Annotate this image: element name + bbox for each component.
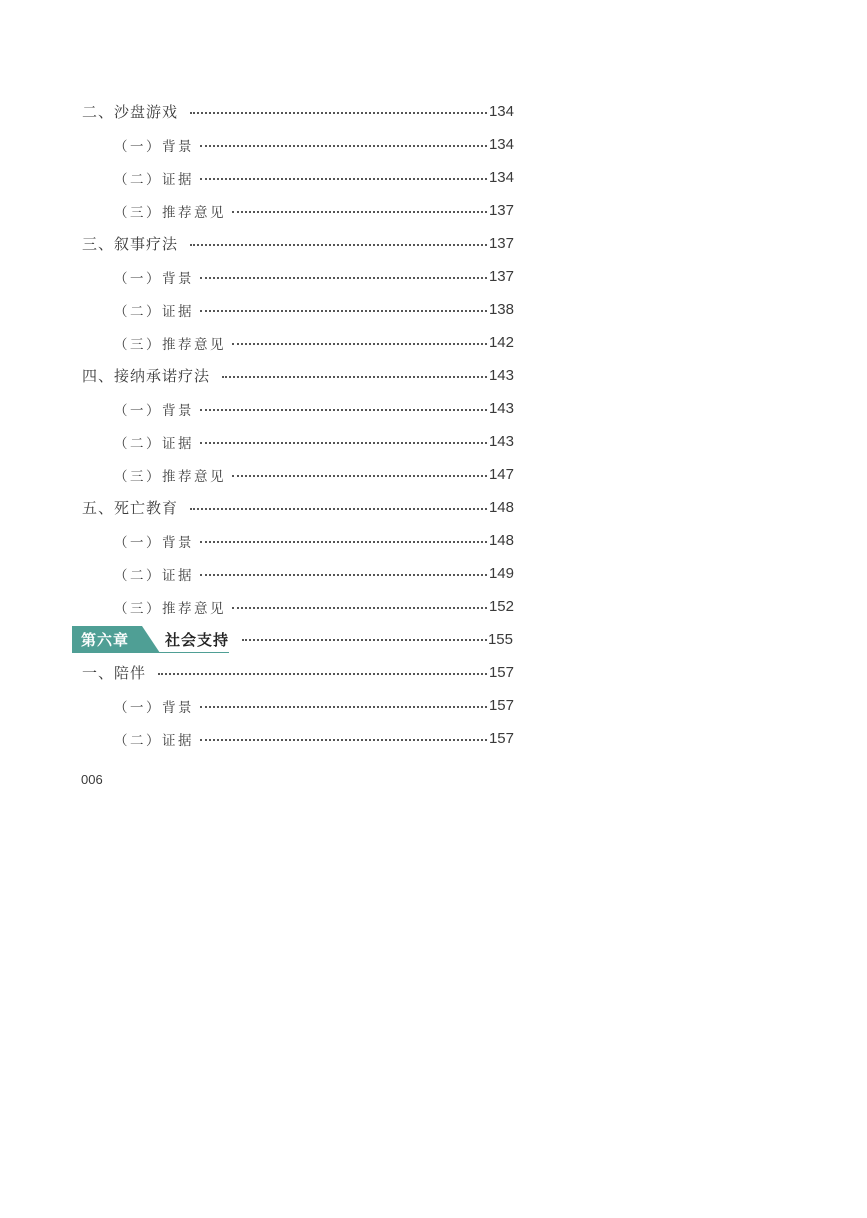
- dot-leader: [200, 277, 487, 279]
- toc-subsection-entry[interactable]: [0, 326, 514, 359]
- toc-section-entry[interactable]: [0, 359, 514, 392]
- dot-leader: [232, 343, 487, 345]
- chapter-badge-label: 第六章: [81, 631, 130, 649]
- dot-leader: [190, 112, 487, 114]
- toc-entry-page-number: 148: [488, 499, 514, 516]
- toc-entry-label: （一）背景: [114, 534, 194, 551]
- dot-leader: [200, 145, 487, 147]
- dot-leader: [200, 574, 487, 576]
- toc-subsection-entry[interactable]: [0, 458, 514, 491]
- toc-section-entry[interactable]: [0, 95, 514, 128]
- toc-entry-label: （三）推荐意见: [114, 468, 226, 485]
- table-of-contents: [0, 95, 867, 755]
- page-folio: 006: [81, 772, 103, 787]
- toc-section-entry[interactable]: [0, 656, 514, 689]
- toc-entry-label: （二）证据: [114, 303, 194, 320]
- dot-leader: [242, 639, 487, 641]
- toc-entry-page-number: 143: [488, 367, 514, 384]
- dot-leader: [158, 673, 487, 675]
- toc-entry-label: （一）背景: [114, 270, 194, 287]
- toc-entry-page-number: 143: [488, 433, 514, 450]
- toc-entry-page-number: 137: [488, 235, 514, 252]
- toc-subsection-entry[interactable]: [0, 524, 514, 557]
- dot-leader: [200, 178, 487, 180]
- toc-subsection-entry[interactable]: [0, 293, 514, 326]
- toc-entry-page-number: 157: [488, 697, 514, 714]
- toc-section-entry[interactable]: [0, 491, 514, 524]
- toc-subsection-entry[interactable]: [0, 689, 514, 722]
- toc-entry-page-number: 138: [488, 301, 514, 318]
- toc-entry-label: （一）背景: [114, 138, 194, 155]
- toc-subsection-entry[interactable]: [0, 161, 514, 194]
- toc-section-entry[interactable]: [0, 227, 514, 260]
- dot-leader: [200, 310, 487, 312]
- toc-subsection-entry[interactable]: [0, 590, 514, 623]
- toc-entry-label: （三）推荐意见: [114, 336, 226, 353]
- toc-entry-label: （二）证据: [114, 567, 194, 584]
- toc-entry-label: （一）背景: [114, 402, 194, 419]
- toc-entry-label: 一、陪伴: [82, 664, 147, 682]
- toc-entry-page-number: 157: [488, 664, 514, 681]
- dot-leader: [190, 244, 487, 246]
- dot-leader: [200, 739, 487, 741]
- toc-entry-label: 三、叙事疗法: [82, 235, 179, 253]
- toc-entry-page-number: 148: [488, 532, 514, 549]
- toc-subsection-entry[interactable]: [0, 722, 514, 755]
- toc-entry-page-number: 157: [488, 730, 514, 747]
- dot-leader: [200, 706, 487, 708]
- toc-entry-page-number: 134: [488, 136, 514, 153]
- dot-leader: [232, 475, 487, 477]
- toc-entry-page-number: 147: [488, 466, 514, 483]
- toc-entry-page-number: 137: [488, 202, 514, 219]
- toc-entry-label: （三）推荐意见: [114, 204, 226, 221]
- toc-subsection-entry[interactable]: [0, 194, 514, 227]
- dot-leader: [222, 376, 487, 378]
- toc-entry-page-number: 142: [488, 334, 514, 351]
- toc-entry-label: （一）背景: [114, 699, 194, 716]
- toc-entry-label: 四、接纳承诺疗法: [82, 367, 211, 385]
- toc-entry-label: 二、沙盘游戏: [82, 103, 179, 121]
- dot-leader: [190, 508, 487, 510]
- toc-entry-label: 五、死亡教育: [82, 499, 179, 517]
- toc-subsection-entry[interactable]: [0, 392, 514, 425]
- toc-entry-page-number: 134: [488, 103, 514, 120]
- toc-entry-page-number: 143: [488, 400, 514, 417]
- toc-entry-page-number: 152: [488, 598, 514, 615]
- toc-subsection-entry[interactable]: [0, 128, 514, 161]
- toc-entry-label: （三）推荐意见: [114, 600, 226, 617]
- toc-subsection-entry[interactable]: [0, 425, 514, 458]
- dot-leader: [200, 541, 487, 543]
- toc-section-before: [0, 95, 867, 623]
- toc-section-after: [0, 656, 867, 755]
- chapter-heading[interactable]: [0, 623, 514, 656]
- toc-entry-page-number: 137: [488, 268, 514, 285]
- toc-entry-label: （二）证据: [114, 171, 194, 188]
- toc-entry-page-number: 134: [488, 169, 514, 186]
- toc-subsection-entry[interactable]: [0, 260, 514, 293]
- toc-subsection-entry[interactable]: [0, 557, 514, 590]
- dot-leader: [200, 409, 487, 411]
- chapter-page-number: 155: [487, 631, 513, 648]
- toc-entry-label: （二）证据: [114, 732, 194, 749]
- chapter-underline: [146, 652, 229, 653]
- dot-leader: [232, 607, 487, 609]
- dot-leader: [200, 442, 487, 444]
- chapter-title: 社会支持: [165, 631, 230, 649]
- toc-entry-page-number: 149: [488, 565, 514, 582]
- dot-leader: [232, 211, 487, 213]
- toc-entry-label: （二）证据: [114, 435, 194, 452]
